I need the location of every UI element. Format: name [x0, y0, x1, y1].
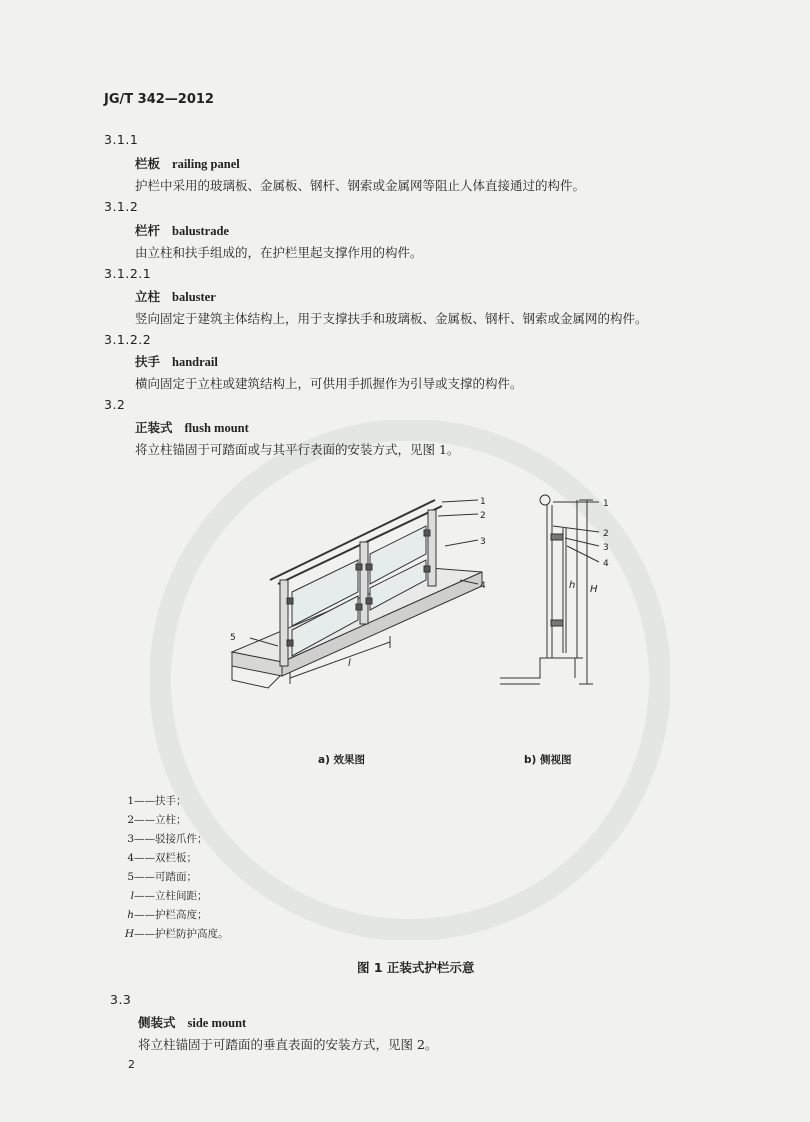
- callout-4: 4: [603, 559, 609, 569]
- term-cn: 扶手: [135, 354, 161, 369]
- clause-number: 3.3: [110, 992, 132, 1007]
- term-definition: 护栏中采用的玻璃板、金属板、钢杆、钢索或金属网等阻止人体直接通过的构件。: [135, 178, 586, 193]
- term-heading: [135, 287, 216, 305]
- clause-number: 3.1.2.2: [104, 332, 152, 347]
- standard-code: JG/T 342—2012: [104, 92, 214, 107]
- callout-1: 1: [480, 497, 486, 507]
- callout-2: 2: [603, 529, 609, 539]
- term-heading: [135, 418, 249, 436]
- legend-item: H——护栏防护高度。: [124, 928, 229, 940]
- figure-b-caption: b) 侧视图: [524, 754, 572, 766]
- callout-3: 3: [480, 537, 486, 547]
- legend-item: 5——可踏面；: [127, 871, 197, 883]
- clause-number: 3.1.2.1: [104, 266, 152, 281]
- term-heading: [135, 221, 229, 239]
- term-definition: 横向固定于立柱或建筑结构上，可供用手抓握作为引导或支撑的构件。: [135, 376, 523, 391]
- term-en: baluster: [172, 290, 216, 304]
- figure-title: 图 1 正装式护栏示意: [357, 960, 475, 975]
- term-cn: 栏板: [135, 156, 161, 171]
- term-cn: 栏杆: [135, 223, 161, 238]
- term-definition: 由立柱和扶手组成的，在护栏里起支撑作用的构件。: [135, 245, 423, 260]
- callout-3: 3: [603, 543, 609, 553]
- term-heading: [138, 1013, 246, 1031]
- term-heading: [135, 352, 218, 370]
- term-en: railing panel: [172, 157, 240, 171]
- clause-number: 3.1.2: [104, 199, 139, 214]
- term-en: handrail: [172, 355, 218, 369]
- legend-item: l——立柱间距；: [130, 890, 208, 902]
- callout-h: h: [569, 580, 576, 591]
- legend-item: h——护栏高度；: [127, 909, 208, 921]
- term-en: side mount: [187, 1016, 247, 1030]
- legend-item: 2——立柱；: [127, 814, 187, 826]
- term-definition: 竖向固定于建筑主体结构上，用于支撑扶手和玻璃板、金属板、钢杆、钢索或金属网的构件。: [135, 311, 648, 326]
- callout-l: l: [348, 658, 351, 669]
- legend-item: 4——双栏板；: [127, 852, 197, 864]
- clause-number: 3.2: [104, 397, 126, 412]
- term-en: flush mount: [184, 421, 249, 435]
- term-heading: [135, 154, 240, 172]
- figure-a-caption: a) 效果图: [318, 754, 366, 766]
- callout-2: 2: [480, 511, 486, 521]
- callout-H: H: [590, 584, 598, 595]
- figure-a-perspective-drawing: [220, 480, 510, 710]
- term-en: balustrade: [172, 224, 229, 238]
- term-cn: 侧装式: [138, 1015, 176, 1030]
- clause-number: 3.1.1: [104, 132, 139, 147]
- callout-5: 5: [230, 633, 236, 643]
- term-definition: 将立柱锚固于可踏面的垂直表面的安装方式，见图 2。: [138, 1037, 438, 1052]
- callout-1: 1: [603, 499, 609, 509]
- legend-item: 3——驳接爪件；: [127, 833, 208, 845]
- term-cn: 立柱: [135, 289, 161, 304]
- legend-item: 1——扶手；: [127, 795, 187, 807]
- term-cn: 正装式: [135, 420, 173, 435]
- page-number: 2: [128, 1058, 135, 1071]
- term-definition: 将立柱锚固于可踏面或与其平行表面的安装方式，见图 1。: [135, 442, 460, 457]
- figure-b-side-view: [495, 488, 625, 708]
- callout-4: 4: [480, 581, 486, 591]
